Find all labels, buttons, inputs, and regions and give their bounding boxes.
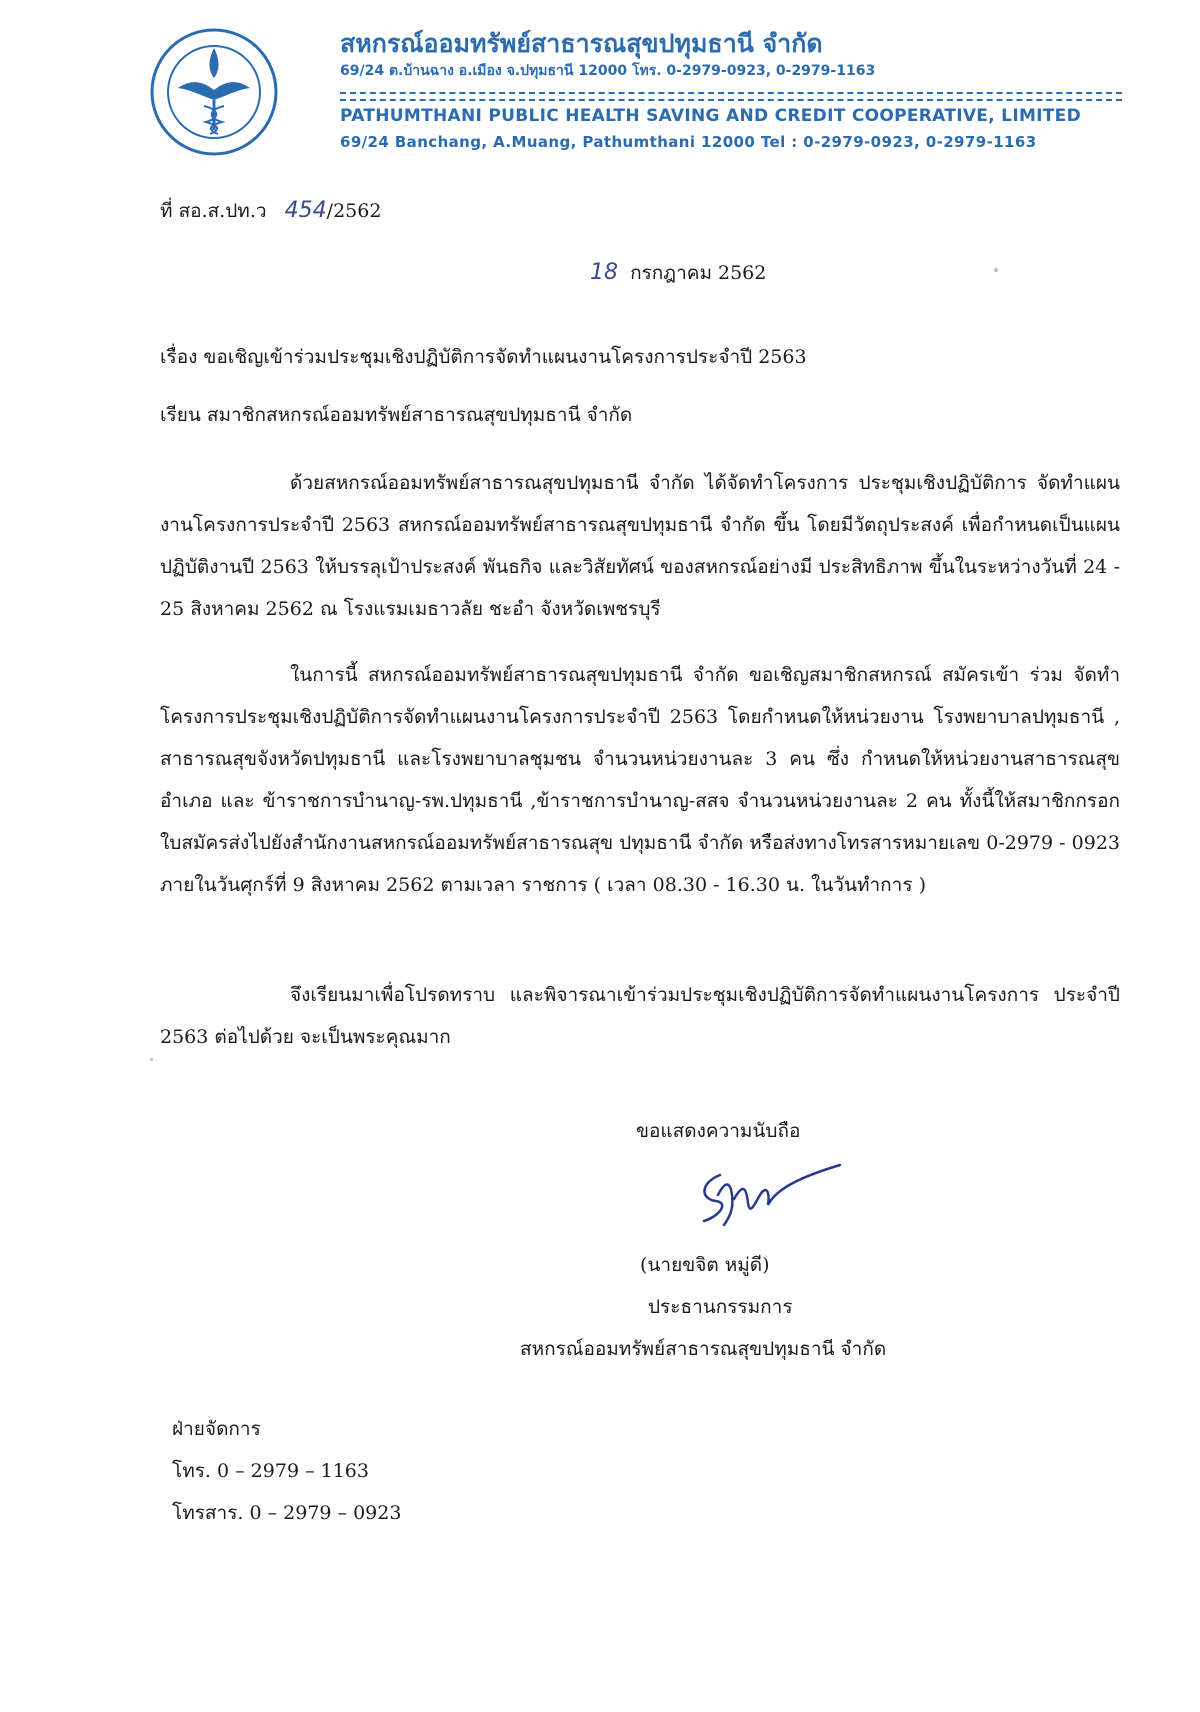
- paragraph-text: จึงเรียนมาเพื่อโปรดทราบ และพิจารณาเข้าร่วมประชุมเชิงปฏิบัติการจัดทำแผนงานโครงการ ประจำปี 2563 ต่อไปด้วย จะเป็นพระคุณมาก: [160, 984, 1120, 1048]
- letter-subject: เรื่อง ขอเชิญเข้าร่วมประชุมเชิงปฏิบัติการจัดทำแผนงานโครงการประจำปี 2563: [160, 346, 807, 368]
- reference-handwritten-number: 454: [284, 198, 327, 223]
- date-handwritten-day: 18: [590, 260, 618, 285]
- letterhead-name-en: PATHUMTHANI PUBLIC HEALTH SAVING AND CREDIT COOPERATIVE, LIMITED: [340, 106, 1082, 126]
- contact-telephone: โทร. 0 – 2979 – 1163: [172, 1460, 369, 1482]
- signer-name: (นายขจิต หมู่ดี): [640, 1254, 770, 1276]
- body-paragraph-1: [160, 462, 1120, 630]
- letter-date: [590, 262, 766, 284]
- paragraph-text: ด้วยสหกรณ์ออมทรัพย์สาธารณสุขปทุมธานี จำกัด ได้จัดทำโครงการ ประชุมเชิงปฏิบัติการ จัดทำแผนงานโครงการประจำปี 2563 สหกรณ์ออมทรัพย์สาธารณสุขปทุมธานี จำกัด ขึ้น โดยมีวัตถุประสงค์ เพื่อกำหนดเป็นแผนปฏิบัติงานปี 2563 ให้บรรลุเป้าประสงค์ พันธกิจ และวิสัยทัศน์ ของสหกรณ์อย่างมี ประสิทธิภาพ ขึ้นในระหว่างวันที่ 24 - 25 สิงหาคม 2562 ณ โรงแรมเมธาวลัย ชะอำ จังหวัดเพชรบุรี: [160, 472, 1120, 620]
- reference-number: [160, 200, 381, 222]
- letterhead-divider: [340, 99, 1122, 101]
- scan-speck: [994, 268, 998, 272]
- letter-recipient: เรียน สมาชิกสหกรณ์ออมทรัพย์สาธารณสุขปทุมธานี จำกัด: [160, 404, 633, 426]
- letterhead-name-th: สหกรณ์ออมทรัพย์สาธารณสุขปทุมธานี จำกัด: [340, 29, 823, 58]
- letterhead-address-en: 69/24 Banchang, A.Muang, Pathumthani 12000 Tel : 0-2979-0923, 0-2979-1163: [340, 133, 1037, 151]
- letterhead-address-th: 69/24 ต.บ้านฉาง อ.เมือง จ.ปทุมธานี 12000 โทร. 0-2979-0923, 0-2979-1163: [340, 63, 876, 79]
- body-paragraph-3: [160, 974, 1120, 1058]
- letterhead-divider: [340, 92, 1122, 94]
- contact-department: ฝ่ายจัดการ: [172, 1418, 261, 1440]
- contact-fax: โทรสาร. 0 – 2979 – 0923: [172, 1502, 402, 1524]
- date-month-year: กรกฎาคม 2562: [630, 262, 767, 284]
- body-paragraph-2: [160, 654, 1120, 906]
- signature-icon: [690, 1155, 850, 1235]
- closing-phrase: ขอแสดงความนับถือ: [636, 1120, 801, 1142]
- reference-suffix: /2562: [326, 200, 382, 222]
- reference-prefix: ที่ สอ.ส.ปท.ว: [160, 200, 267, 222]
- cooperative-seal-icon: [148, 26, 280, 158]
- scan-speck: [150, 1058, 153, 1061]
- signer-organization: สหกรณ์ออมทรัพย์สาธารณสุขปทุมธานี จำกัด: [520, 1338, 887, 1360]
- signer-position: ประธานกรรมการ: [648, 1296, 793, 1318]
- paragraph-text: ในการนี้ สหกรณ์ออมทรัพย์สาธารณสุขปทุมธานี จำกัด ขอเชิญสมาชิกสหกรณ์ สมัครเข้า ร่วม จัดทำโครงการประชุมเชิงปฏิบัติการจัดทำแผนงานโครงการประจำปี 2563 โดยกำหนดให้หน่วยงาน โรงพยาบาลปทุมธานี , สาธารณสุขจังหวัดปทุมธานี และโรงพยาบาลชุมชน จำนวนหน่วยงานละ 3 คน ซึ่ง กำหนดให้หน่วยงานสาธารณสุขอำเภอ และ ข้าราชการบำนาญ-รพ.ปทุมธานี ,ข้าราชการบำนาญ-สสจ จำนวนหน่วยงานละ 2 คน ทั้งนี้ให้สมาชิกกรอกใบสมัครส่งไปยังสำนักงานสหกรณ์ออมทรัพย์สาธารณสุข ปทุมธานี จำกัด หรือส่งทางโทรสารหมายเลข 0-2979 - 0923 ภายในวันศุกร์ที่ 9 สิงหาคม 2562 ตามเวลา ราชการ ( เวลา 08.30 - 16.30 น. ในวันทำการ ): [160, 664, 1120, 896]
